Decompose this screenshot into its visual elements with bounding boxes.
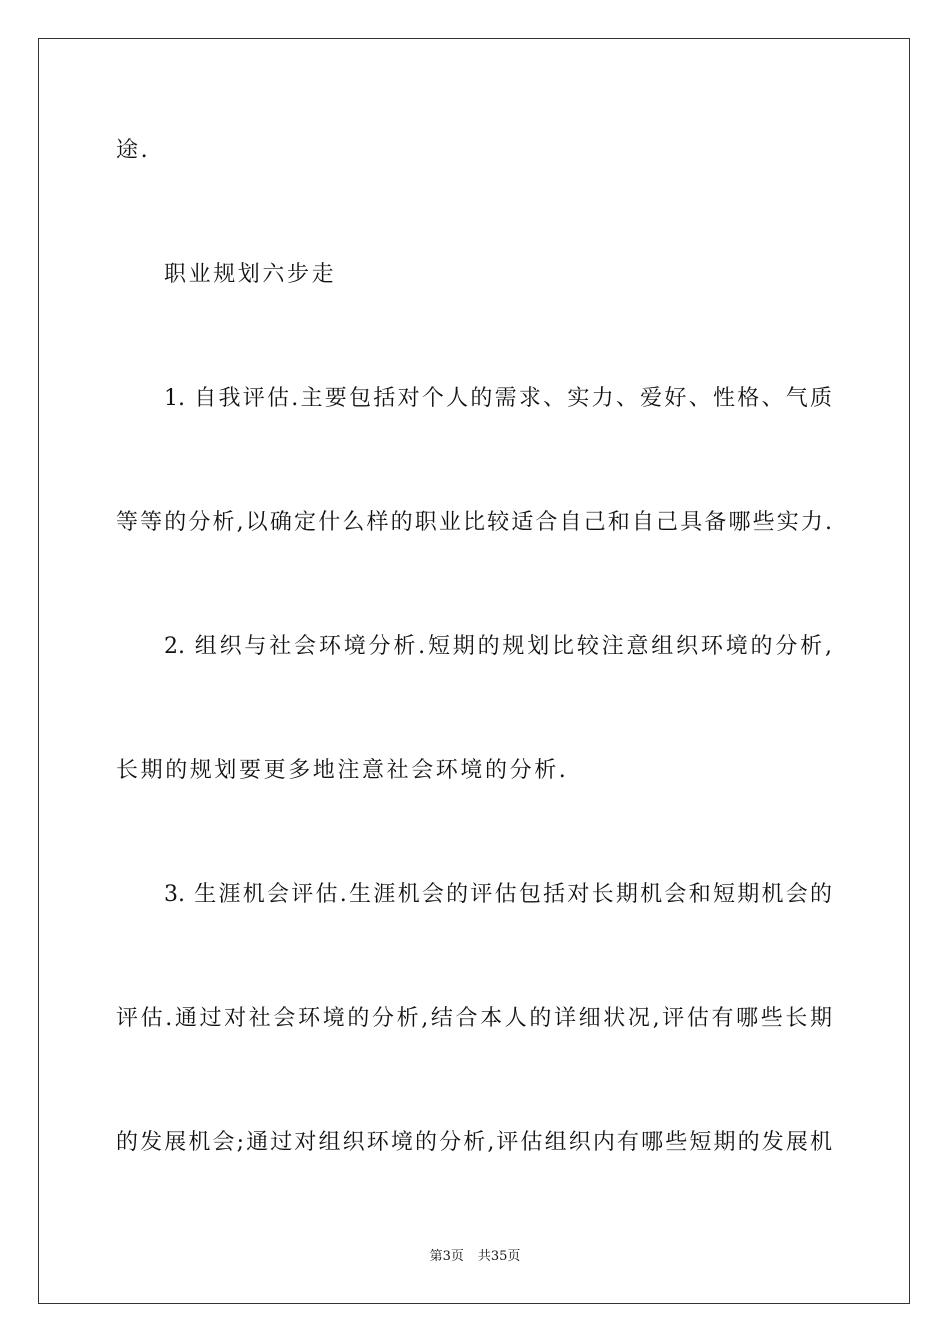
page-number: 第3页 (429, 1249, 464, 1264)
section-heading: 职业规划六步走 (164, 262, 337, 287)
page-total: 共35页 (477, 1249, 521, 1264)
page-border (38, 38, 910, 1304)
text-line-step1: 1. 自我评估.主要包括对个人的需求、实力、爱好、性格、气质 (164, 386, 832, 411)
page-footer (0, 1248, 950, 1266)
text-line-step3-cont: 评估.通过对社会环境的分析,结合本人的详细状况,评估有哪些长期 (116, 1006, 832, 1031)
text-line-step1-cont: 等等的分析,以确定什么样的职业比较适合自己和自己具备哪些实力. (116, 510, 832, 535)
text-line-step2: 2. 组织与社会环境分析.短期的规划比较注意组织环境的分析, (164, 634, 832, 659)
text-line-step2-cont: 长期的规划要更多地注意社会环境的分析. (116, 758, 569, 783)
text-line-step3-cont2: 的发展机会;通过对组织环境的分析,评估组织内有哪些短期的发展机 (116, 1130, 832, 1155)
text-line-continuation: 途. (116, 138, 151, 163)
text-line-step3: 3. 生涯机会评估.生涯机会的评估包括对长期机会和短期机会的 (164, 882, 832, 907)
